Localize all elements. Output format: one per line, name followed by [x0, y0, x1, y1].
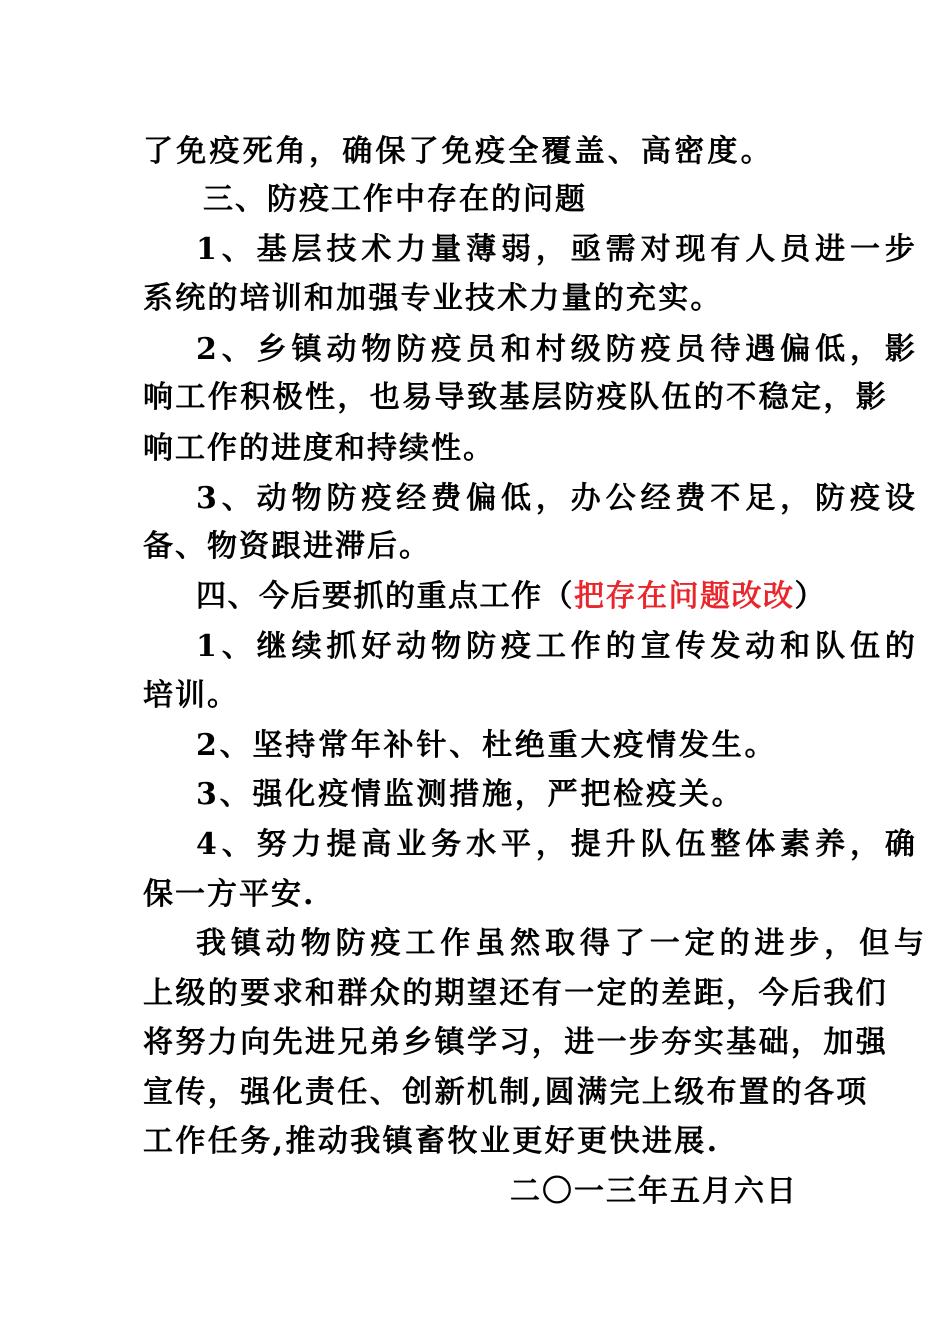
- paragraph-line: 2、乡镇动物防疫员和村级防疫员待遇偏低，影: [196, 332, 920, 367]
- paragraph-line: 宣传，强化责任、创新机制,圆满完上级布置的各项: [143, 1075, 869, 1110]
- section-heading-text: 四、今后要抓的重点工作（: [196, 579, 574, 614]
- paragraph-line: 系统的培训和加强专业技术力量的充实。: [143, 281, 723, 316]
- paragraph-line: 上级的要求和群众的期望还有一定的差距，今后我们: [143, 976, 889, 1011]
- section-heading: 三、防疫工作中存在的问题: [203, 182, 587, 217]
- paragraph-line: 备、物资跟进滞后。: [143, 529, 431, 564]
- paragraph-line: 工作任务,推动我镇畜牧业更好更快进展.: [143, 1124, 720, 1159]
- paragraph-line: 1、继续抓好动物防疫工作的宣传发动和队伍的: [196, 629, 920, 664]
- paragraph-line: 培训。: [143, 678, 239, 713]
- paragraph-line: 了免疫死角，确保了免疫全覆盖、高密度。: [143, 134, 774, 169]
- section-heading-text: ）: [794, 579, 826, 614]
- paragraph-line: 保一方平安.: [143, 877, 316, 912]
- paragraph-line: 响工作的进度和持续性。: [143, 431, 495, 466]
- paragraph-line: 1、基层技术力量薄弱，亟需对现有人员进一步: [196, 232, 920, 267]
- paragraph-line: 4、努力提高业务水平，提升队伍整体素养，确: [196, 827, 920, 862]
- highlighted-note: 把存在问题改改: [574, 579, 795, 614]
- section-heading: [196, 572, 826, 622]
- paragraph-line: 2、坚持常年补针、杜绝重大疫情发生。: [196, 728, 778, 763]
- document-date: 二〇一三年五月六日: [510, 1174, 798, 1209]
- paragraph-line: 响工作积极性，也易导致基层防疫队伍的不稳定，影: [143, 380, 889, 415]
- paragraph-line: 3、强化疫情监测措施，严把检疫关。: [196, 777, 745, 812]
- paragraph-line: 我镇动物防疫工作虽然取得了一定的进步，但与: [196, 926, 929, 961]
- paragraph-line: 将努力向先进兄弟乡镇学习，进一步夯实基础，加强: [143, 1025, 889, 1060]
- paragraph-line: 3、动物防疫经费偏低，办公经费不足，防疫设: [196, 481, 920, 516]
